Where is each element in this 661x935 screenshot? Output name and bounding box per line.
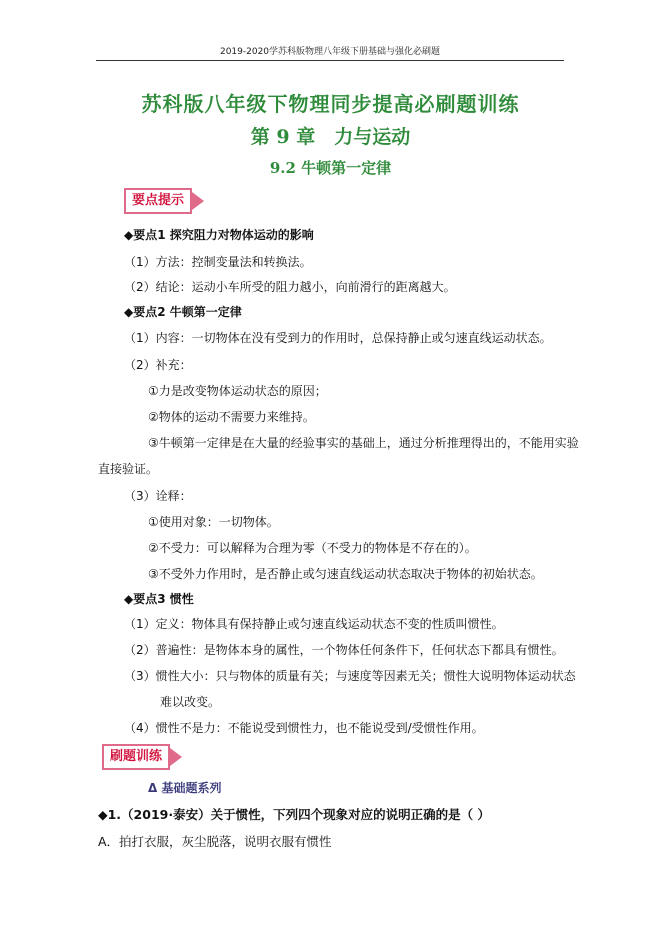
point-2-sub-1: ①力是改变物体运动状态的原因；: [148, 384, 327, 398]
point-1-heading: ◆要点1 探究阻力对物体运动的影响: [124, 228, 314, 242]
point-2-interp-1: ①使用对象：一切物体。: [148, 515, 279, 529]
point-2-interp-3: ③不受外力作用时，是否静止或匀速直线运动状态取决于物体的初始状态。: [148, 567, 543, 581]
point-2-sub-2: ②物体的运动不需要力来维持。: [148, 410, 315, 424]
point-1-line-2: （2）结论：运动小车所受的阻力越小，向前滑行的距离越大。: [124, 280, 456, 294]
point-2-heading: ◆要点2 牛顿第一定律: [124, 305, 242, 319]
point-3-line-1: （1）定义：物体具有保持静止或匀速直线运动状态不变的性质叫惯性。: [124, 617, 504, 631]
key-points-tag: 要点提示: [124, 188, 192, 214]
series-label: Δ 基础题系列: [148, 781, 222, 795]
point-2-sub-3b: 直接验证。: [98, 462, 159, 476]
header-divider: [96, 60, 564, 61]
point-2-interp-2: ②不受力：可以解释为合理为零（不受力的物体是不存在的）。: [148, 541, 477, 555]
point-2-line-1: （1）内容：一切物体在没有受到力的作用时，总保持静止或匀速直线运动状态。: [124, 331, 552, 345]
point-3-heading: ◆要点3 惯性: [124, 592, 194, 606]
chapter-title: 第 9 章 力与运动: [250, 126, 411, 148]
point-3-line-3b: 难以改变。: [160, 695, 221, 709]
question-1: ◆1.（2019·泰安）关于惯性，下列四个现象对应的说明正确的是（ ）: [98, 807, 490, 822]
point-1-line-1: （1）方法：控制变量法和转换法。: [124, 255, 312, 269]
question-1-option-a: A．拍打衣服，灰尘脱落，说明衣服有惯性: [98, 834, 332, 849]
point-3-line-2: （2）普遍性：是物体本身的属性，一个物体任何条件下，任何状态下都具有惯性。: [124, 643, 564, 657]
point-3-line-4: （4）惯性不是力：不能说受到惯性力，也不能说受到/受惯性作用。: [124, 721, 484, 735]
section-title: 9.2 牛顿第一定律: [269, 159, 392, 177]
point-2-line-3: （3）诠释：: [124, 489, 192, 503]
point-2-sub-3a: ③牛顿第一定律是在大量的经验事实的基础上，通过分析推理得出的，不能用实验: [148, 436, 579, 450]
point-2-line-2: （2）补充：: [124, 358, 192, 372]
page-header: 2019-2020学苏科版物理八年级下册基础与强化必刷题: [219, 47, 441, 57]
practice-tag: 刷题训练: [102, 744, 170, 770]
main-title: 苏科版八年级下物理同步提高必刷题训练: [141, 92, 520, 116]
point-3-line-3a: （3）惯性大小：只与物体的质量有关；与速度等因素无关；惯性大说明物体运动状态: [124, 669, 576, 683]
